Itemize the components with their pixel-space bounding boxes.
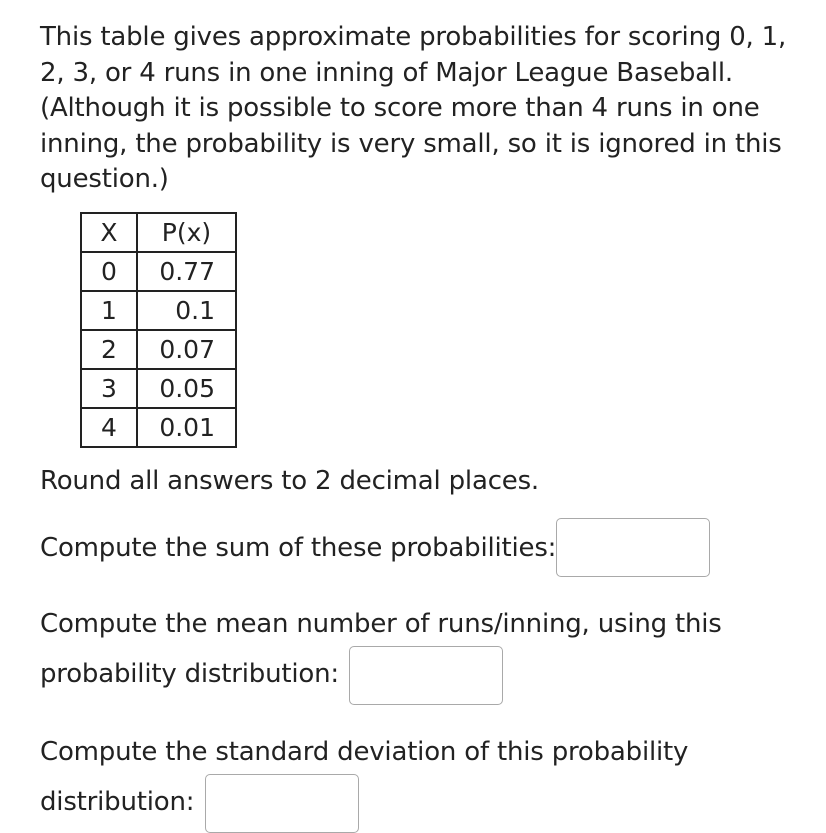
cell-x: 2 bbox=[81, 330, 137, 369]
table-row bbox=[81, 408, 236, 447]
cell-px: 0.77 bbox=[137, 252, 236, 291]
cell-x: 4 bbox=[81, 408, 137, 447]
cell-x: 1 bbox=[81, 291, 137, 330]
intro-paragraph: This table gives approximate probabilities for scoring 0, 1, 2, 3, or 4 runs in one inning of Major League Baseball. (Although it is possible to score more than 4 runs in one inning, the probability is very small, so it is ignored in this question.) bbox=[40, 22, 787, 194]
table-row bbox=[81, 330, 236, 369]
cell-px: 0.05 bbox=[137, 369, 236, 408]
cell-px: 0.01 bbox=[137, 408, 236, 447]
mean-answer-input[interactable] bbox=[349, 646, 503, 705]
cell-px: 0.1 bbox=[137, 291, 236, 330]
table-row bbox=[81, 291, 236, 330]
mean-question-label-line2: probability distribution: bbox=[40, 659, 339, 689]
table-row bbox=[81, 369, 236, 408]
sum-question-label: Compute the sum of these probabilities: bbox=[40, 533, 557, 563]
cell-px: 0.07 bbox=[137, 330, 236, 369]
mean-question-label-line1: Compute the mean number of runs/inning, using this bbox=[40, 609, 722, 639]
sd-answer-input[interactable] bbox=[205, 774, 359, 833]
sd-question-label-line1: Compute the standard deviation of this probability bbox=[40, 737, 689, 767]
table-row bbox=[81, 252, 236, 291]
cell-x: 3 bbox=[81, 369, 137, 408]
sum-answer-input[interactable] bbox=[556, 518, 710, 577]
header-px: P(x) bbox=[137, 213, 236, 252]
table-header-row bbox=[81, 213, 236, 252]
sd-question-label-line2: distribution: bbox=[40, 787, 195, 817]
probability-table bbox=[80, 212, 237, 448]
rounding-instruction: Round all answers to 2 decimal places. bbox=[40, 466, 539, 496]
header-x: X bbox=[81, 213, 137, 252]
cell-x: 0 bbox=[81, 252, 137, 291]
